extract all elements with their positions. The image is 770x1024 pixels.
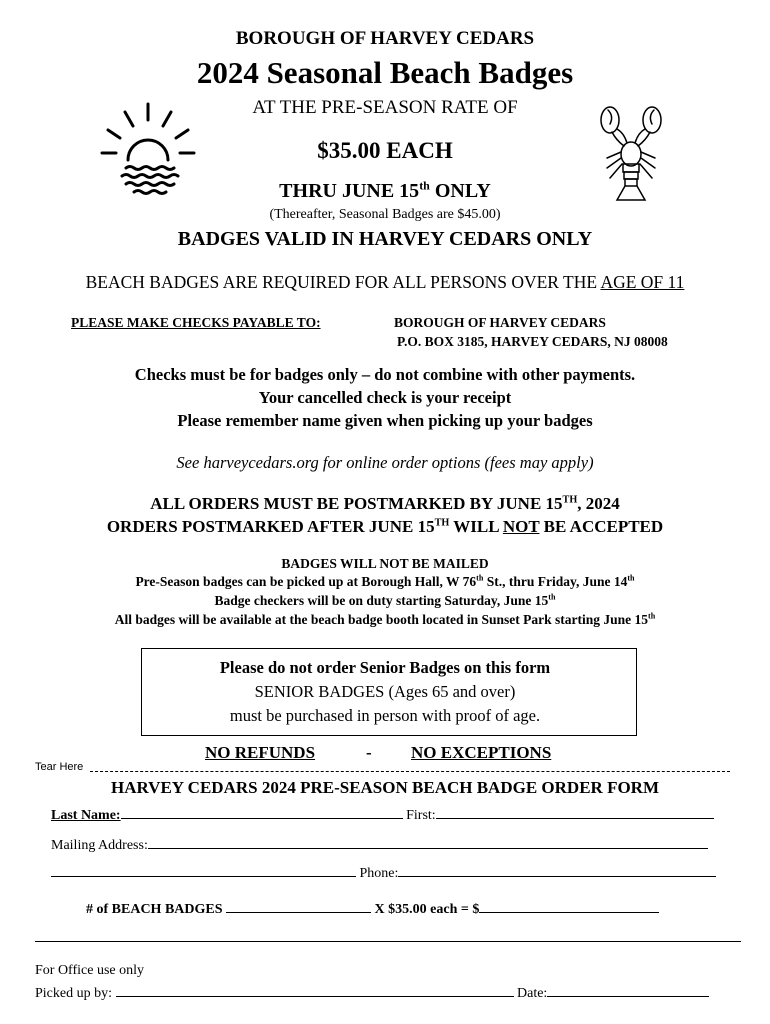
checks-line-3: Please remember name given when picking up your badges bbox=[177, 411, 593, 430]
office-row bbox=[35, 984, 709, 1002]
last-name-field[interactable] bbox=[121, 806, 403, 819]
online-note: See harveycedars.org for online order options (fees may apply) bbox=[176, 453, 594, 472]
badges-row bbox=[86, 900, 659, 918]
age-requirement: BEACH BADGES ARE REQUIRED FOR ALL PERSONS OVER THE AGE OF 11 bbox=[85, 272, 685, 292]
postmark-line-2: ORDERS POSTMARKED AFTER JUNE 15TH WILL NOT BE ACCEPTED bbox=[106, 517, 664, 536]
date-field[interactable] bbox=[547, 984, 709, 997]
mailing-address-label: Mailing Address: bbox=[51, 838, 148, 853]
mailing-address-field[interactable] bbox=[148, 836, 708, 849]
valid-note: BADGES VALID IN HARVEY CEDARS ONLY bbox=[177, 228, 593, 250]
thru-date: THRU JUNE 15th ONLY bbox=[279, 178, 491, 202]
badge-count-field[interactable] bbox=[226, 900, 371, 913]
picked-up-label: Picked up by: bbox=[35, 986, 112, 1001]
last-name-label: Last Name: bbox=[51, 808, 121, 823]
date-label: Date: bbox=[517, 986, 548, 1001]
phone-label: Phone: bbox=[359, 866, 399, 881]
refunds-dash: - bbox=[366, 743, 372, 762]
tear-line bbox=[90, 771, 730, 772]
badge-count-label: # of BEACH BADGES bbox=[86, 902, 223, 917]
no-refunds: NO REFUNDS bbox=[205, 743, 316, 762]
payable-label: PLEASE MAKE CHECKS PAYABLE TO: bbox=[71, 315, 321, 330]
no-exceptions: NO EXCEPTIONS bbox=[411, 743, 552, 762]
tear-label: Tear Here bbox=[35, 761, 84, 773]
phone-row bbox=[51, 864, 716, 882]
not-mailed: BADGES WILL NOT BE MAILED bbox=[281, 556, 489, 571]
order-form-title: HARVEY CEDARS 2024 PRE-SEASON BEACH BADGE ORDER FORM bbox=[110, 778, 659, 797]
rate-intro: AT THE PRE-SEASON RATE OF bbox=[252, 97, 518, 118]
office-divider bbox=[35, 941, 741, 942]
senior-line-1: Please do not order Senior Badges on this form bbox=[219, 658, 551, 677]
checks-line-1: Checks must be for badges only – do not combine with other payments. bbox=[134, 365, 636, 384]
checks-line-2: Your cancelled check is your receipt bbox=[258, 388, 512, 407]
office-label: For Office use only bbox=[35, 963, 144, 978]
mailing-row bbox=[51, 836, 708, 854]
senior-line-3: must be purchased in person with proof of age. bbox=[229, 706, 541, 725]
pickup-line-3: All badges will be available at the beach badge booth located in Sunset Park starting June 15th bbox=[114, 611, 656, 627]
payable-name: BOROUGH OF HARVEY CEDARS bbox=[394, 315, 606, 330]
payable-address: P.O. BOX 3185, HARVEY CEDARS, NJ 08008 bbox=[397, 334, 668, 349]
page-title: 2024 Seasonal Beach Badges bbox=[196, 55, 574, 90]
thereafter-note: (Thereafter, Seasonal Badges are $45.00) bbox=[269, 207, 501, 222]
postmark-line-1: ALL ORDERS MUST BE POSTMARKED BY JUNE 15TH, 2024 bbox=[150, 494, 620, 513]
badge-price-label: X $35.00 each = $ bbox=[374, 902, 480, 917]
badge-total-field[interactable] bbox=[479, 900, 659, 913]
picked-up-field[interactable] bbox=[116, 984, 514, 997]
senior-line-2: SENIOR BADGES (Ages 65 and over) bbox=[254, 682, 516, 701]
pickup-line-2: Badge checkers will be on duty starting Saturday, June 15th bbox=[214, 592, 556, 608]
name-row bbox=[51, 806, 714, 824]
first-name-label: First: bbox=[406, 808, 436, 823]
phone-field[interactable] bbox=[398, 864, 716, 877]
price: $35.00 EACH bbox=[317, 138, 453, 163]
address-continued-field[interactable] bbox=[51, 864, 356, 877]
pickup-line-1: Pre-Season badges can be picked up at Borough Hall, W 76th St., thru Friday, June 14th bbox=[135, 573, 635, 589]
first-name-field[interactable] bbox=[436, 806, 714, 819]
borough-name: BOROUGH OF HARVEY CEDARS bbox=[235, 28, 535, 49]
